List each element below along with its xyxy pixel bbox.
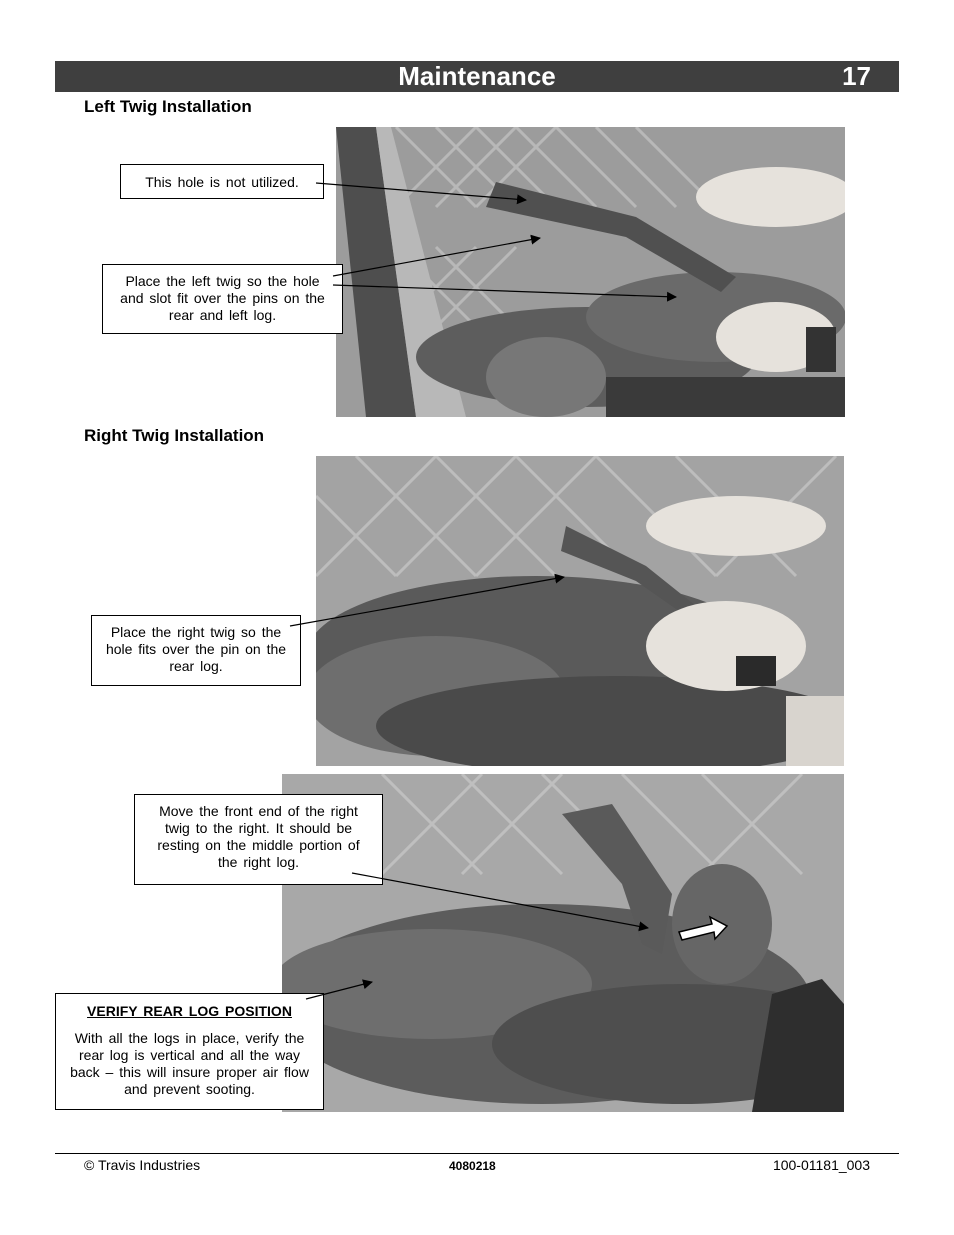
page-title: Maintenance	[398, 61, 556, 91]
footer-part-number: 100-01181_003	[772, 1157, 870, 1173]
verify-rear-log-title: VERIFY REAR LOG POSITION	[87, 1003, 292, 1019]
verify-rear-log-text: With all the logs in place, verify the rear log is vertical and all the way back – this will insure proper air flow and prevent sooting.	[70, 1030, 309, 1097]
place-left-twig-text: Place the left twig so the hole and slot fit over the pins on the rear and left log.	[120, 273, 325, 323]
left-twig-photo	[336, 127, 845, 417]
move-front-end-text: Move the front end of the right twig to the right. It should be resting on the middle portion of the right log.	[157, 803, 360, 870]
left-twig-heading: Left Twig Installation	[84, 97, 252, 116]
header-bar	[55, 61, 899, 92]
footer-copyright: © Travis Industries	[84, 1157, 201, 1173]
place-right-twig-callout	[91, 615, 301, 686]
place-left-twig-callout	[102, 264, 343, 334]
page-number: 17	[842, 61, 871, 91]
hole-not-utilized-callout	[120, 164, 324, 199]
verify-rear-log-callout	[55, 993, 324, 1110]
right-twig-photo	[316, 456, 844, 766]
hole-not-utilized-text: This hole is not utilized.	[145, 174, 299, 190]
place-right-twig-text: Place the right twig so the hole fits over the pin on the rear log.	[105, 624, 287, 674]
footer-code: 4080218	[449, 1159, 496, 1173]
footer-rule	[55, 1153, 899, 1154]
right-twig-heading: Right Twig Installation	[84, 426, 265, 445]
move-front-end-callout	[134, 794, 383, 885]
